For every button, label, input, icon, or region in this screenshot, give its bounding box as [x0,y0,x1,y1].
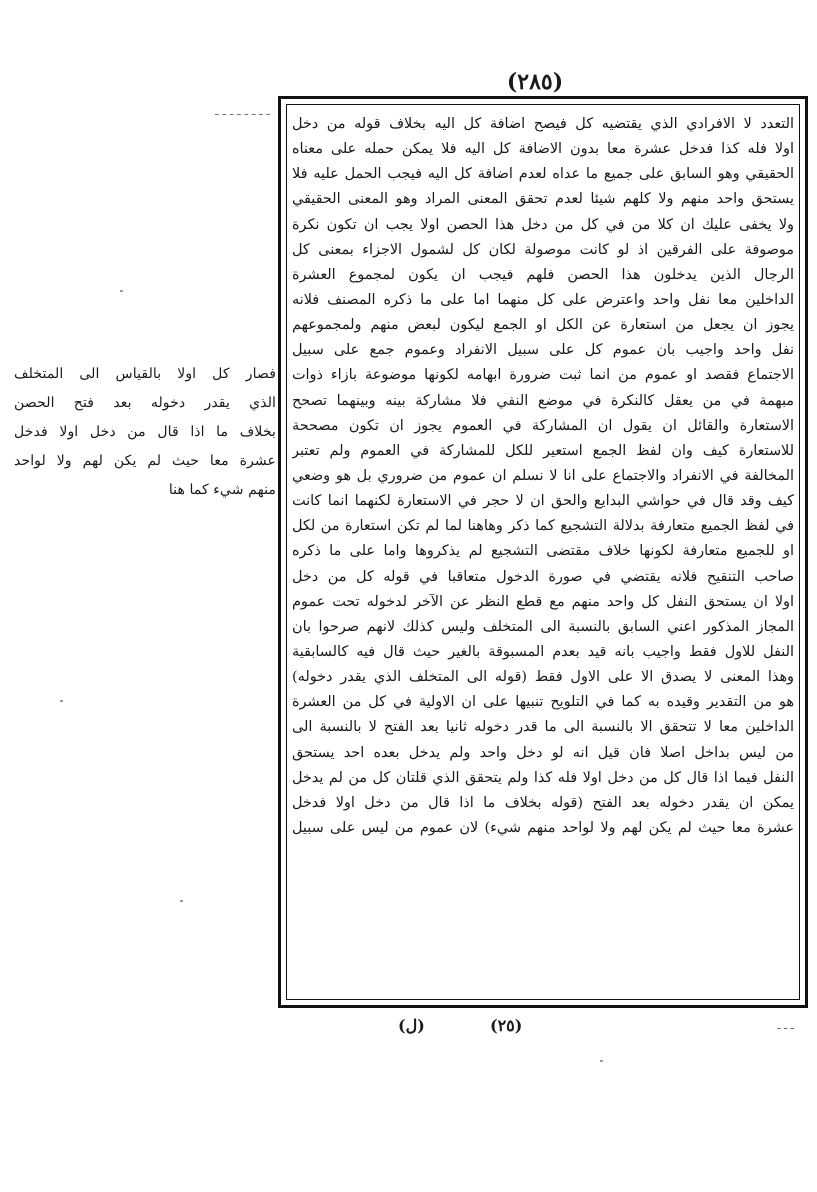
text-line: وهذا المعنى لا يصدق الا على الاول فقط (قوله الى المتخلف الذي يقدر دخوله) [292,669,794,686]
margin-note-line: بخلاف ما اذا قال من دخل اولا فدخل [14,424,276,440]
text-line: الداخلين معا لا تتحقق الا بالنسبة الى ما قدر دخوله ثانيا بعد الفتح لا بالنسبة الى [292,719,794,736]
margin-note-line: الذي يقدر دخوله بعد فتح الحصن [14,395,276,411]
text-line: عشرة معا حيث لم يكن لهم ولا لواحد منهم شيء) لان عموم من ليس على سبيل [292,819,794,836]
text-line: او للجميع متعارفة لكونها خلاف مقتضى التشجيع لم يذكروها واما على ما ذكره [292,543,794,560]
footer-folio: (ل) [398,1016,425,1035]
text-line: يمكن ان يقدر دخوله بعد الفتح (قوله بخلاف ما اذا قال من دخل اولا فدخل [292,794,794,811]
text-line: الاستعارة والقائل ان يقول ان المشاركة في العموم يجوز ان تكون مصححة [292,417,794,434]
text-line: للاستعارة كيف وان لفظ الجمع استعير للكل للمشاركة في العموم ولم تعتبر [292,442,794,459]
margin-scribble: ـ ـ ـ ـ ـ ـ ـ ـ [215,104,270,118]
text-line: اولا فله كذا فدخل عشرة معا بدون الاضافة كل اليه فلا يمكن حمله على معناه [292,141,794,158]
text-line: النفل فيما اذا قال كل من دخل اولا فله كذا ولم يتحقق الذي قلتان كل من لم يدخل [292,769,794,786]
text-line: اولا ان يستحق النفل كل واحد منهم مع قطع النظر عن الآخر لدخوله تحت عموم [292,593,794,610]
text-line: الاجتماع فقصد او عموم من انما ثبت ضرورة ابهامه لكونها موضوعة بازاء ذوات [292,367,794,384]
text-line: مبهمة في من يعقل كالنكرة في موضع النفي فلا مشاركة بينه وبينهما تصحح [292,392,794,409]
ink-speck [60,700,63,702]
text-line: في لفظ الجميع متعارفة بدلالة التشجيع كما ذكر وهاهنا لما لم تكن استعارة من لكل [292,518,794,535]
text-line: المخالفة في الانفراد والاجتماع على انا لا نسلم ان عموم من ضروري بل هو وضعي [292,467,794,484]
margin-note [14,360,276,520]
text-line: موصوفة على الفرقين اذ لو كانت موصولة لكان كل لشمول الاجزاء بمعنى كل [292,241,794,258]
page-number-header: (٢٨٥) [506,69,564,95]
text-line: النفل للاول فقط واجيب بانه قيد بعدم المسبوقة بالغير حيث قال فيه كالسابقية [292,643,794,660]
main-text-block [292,112,794,994]
text-line: يجوز ان يجعل من استعارة عن الكل او الجمع ليكون لبعض منهم ولمجموعهم [292,317,794,334]
text-line: التعدد لا الافرادي الذي يقتضيه كل فيصح اضافة كل اليه بخلاف قوله من دخل [292,116,794,132]
text-line: الداخلين معا نفل واحد واعترض على كل منهما اما على ما ذكره المصنف فلانه [292,291,794,308]
page-footer [290,1012,800,1040]
text-line: ولا يخفى عليك ان كلا من في كل من دخل هذا الحصن اولا يجب ان تكون نكرة [292,216,794,233]
text-line: هو من التقدير وقيده به كما في التلويح تنبيها على ان الاولية في كل من العشرة [292,694,794,711]
footer-mark: ـ ـ ـ [777,1019,794,1032]
margin-note-line: عشرة معا حيث لم يكن لهم ولا لواحد [14,453,276,469]
ink-speck [600,1060,603,1062]
margin-note-line: منهم شيء كما هنا [168,482,276,498]
text-line: صاحب التنقيح فلانه يقتضي في صورة الدخول متعاقبا في قوله كل من دخل [292,568,794,585]
ink-speck [180,900,183,902]
text-line: من ليس بداخل اصلا فان قيل انه لو دخل واحد ولم يدخل بعده احد يستحق [292,744,794,761]
text-line: كيف وقد قال في حواشي البدايع والحق ان لا حجر في الاستعارة لكنهما انما كانت [292,493,794,510]
text-line: نفل واحد واجيب بان عموم كل على سبيل الانفراد وعموم جمع على سبيل [292,342,794,359]
text-line: الحقيقي وهو السابق على جميع ما عداه لعدم اضافة كل اليه فيجب الحمل عليه فلا [292,166,794,183]
text-line: يستحق واحد منهم ولا كلهم شيئا لعدم تحقق المعنى المراد وهو المعنى الحقيقي [292,191,794,208]
margin-note-line: فصار كل اولا بالقياس الى المتخلف [14,366,276,382]
text-line: المجاز المذكور اعني السابق بالنسبة الى المتخلف وليس كذلك لانهم صرحوا بان [292,618,794,635]
text-line: الرجال الذين يدخلون هذا الحصن فلهم فيجب ان يكون لمجموع العشرة [292,266,794,283]
ink-speck [120,290,123,292]
footer-page-number: (٢٥) [490,1016,523,1035]
